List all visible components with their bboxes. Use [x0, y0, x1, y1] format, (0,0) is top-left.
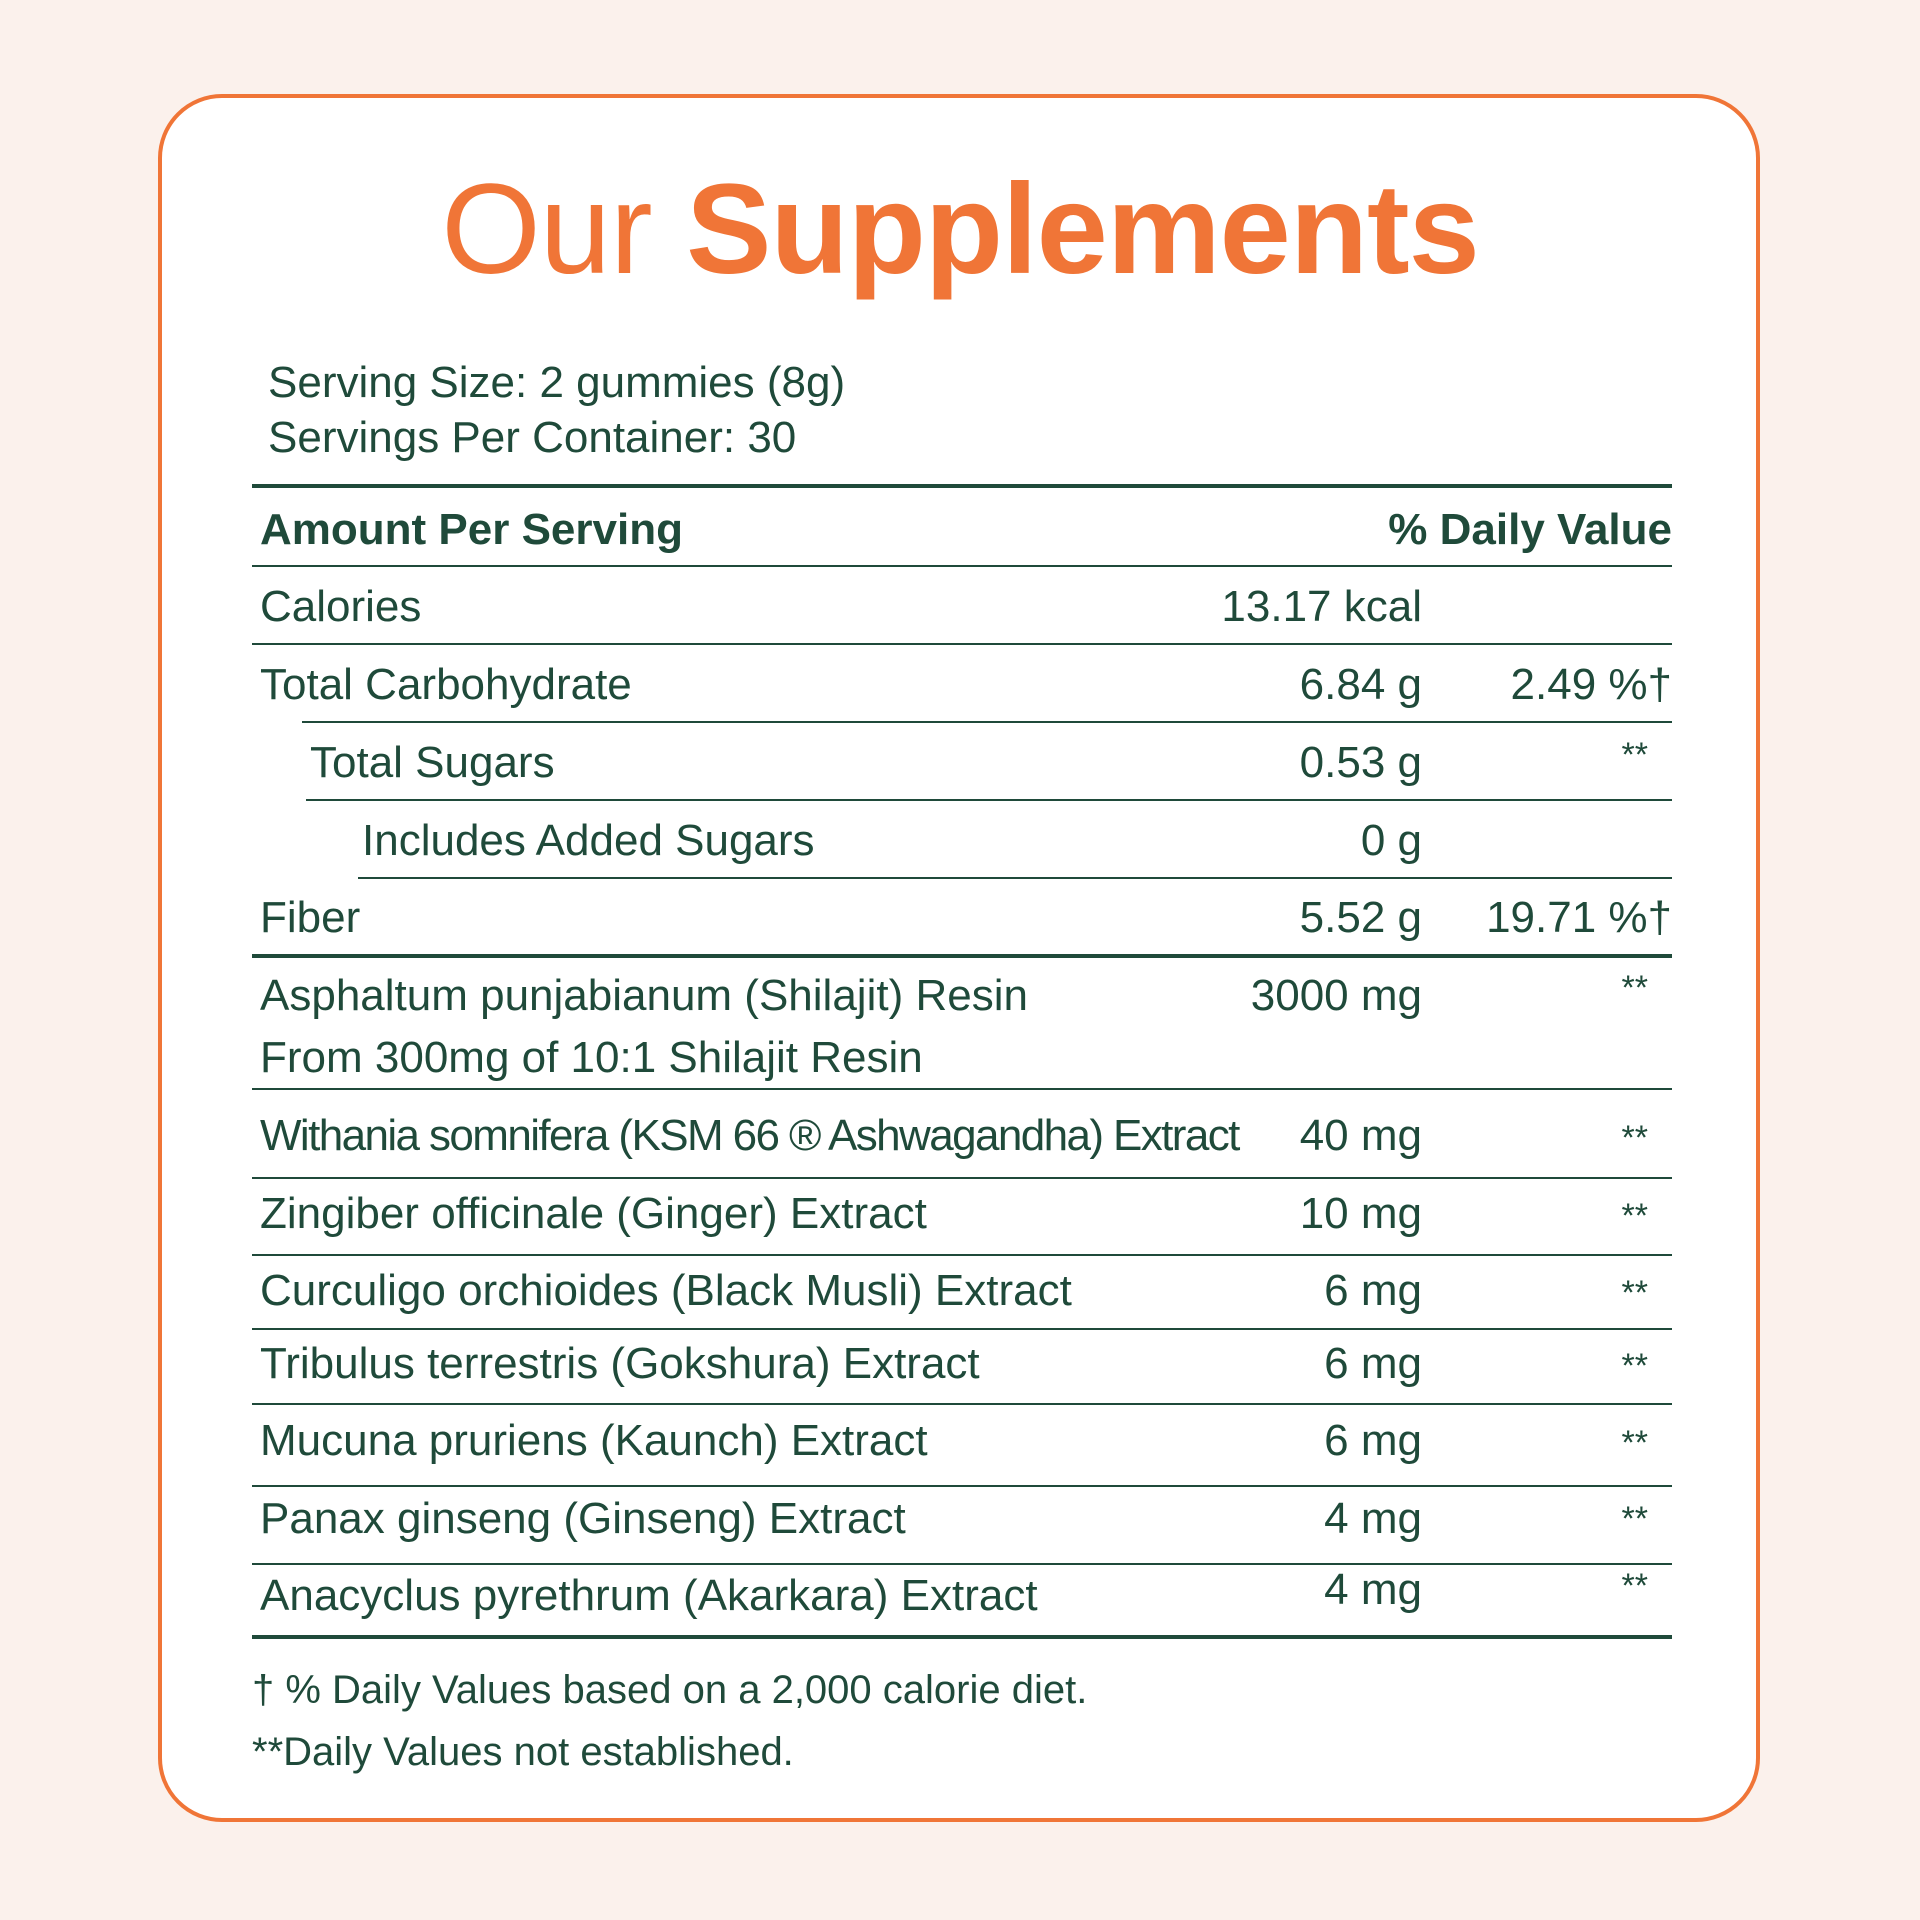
nutrient-name: Includes Added Sugars: [362, 816, 815, 865]
nutrient-name: Anacyclus pyrethrum (Akarkara) Extract: [260, 1571, 1038, 1620]
divider: [252, 1403, 1672, 1405]
divider: [358, 877, 1672, 879]
daily-value: **: [1621, 1567, 1648, 1605]
divider: [252, 1088, 1672, 1090]
nutrient-name: Zingiber officinale (Ginger) Extract: [260, 1189, 927, 1238]
daily-value-header: % Daily Value: [1388, 505, 1672, 554]
nutrient-name: Asphaltum punjabianum (Shilajit) Resin: [260, 971, 1028, 1020]
daily-value: **: [1621, 1274, 1648, 1312]
nutrient-amount: 40 mg: [1299, 1111, 1422, 1160]
nutrient-amount: 5.52 g: [1299, 893, 1422, 942]
daily-value: **: [1621, 736, 1648, 774]
nutrient-amount: 4 mg: [1324, 1494, 1422, 1543]
nutrient-amount: 6 mg: [1324, 1416, 1422, 1465]
daily-value: 19.71 %†: [1486, 893, 1672, 942]
daily-value: **: [1621, 1500, 1648, 1538]
divider: [252, 1485, 1672, 1487]
nutrient-amount: 10 mg: [1299, 1189, 1422, 1238]
nutrient-subtext: From 300mg of 10:1 Shilajit Resin: [260, 1033, 923, 1082]
title-light-word: Our: [441, 158, 652, 301]
daily-value: **: [1621, 1347, 1648, 1385]
divider: [252, 643, 1672, 645]
divider: [306, 799, 1672, 801]
nutrient-amount: 6 mg: [1324, 1339, 1422, 1388]
table-top-rule: [252, 484, 1672, 488]
nutrient-amount: 3000 mg: [1250, 971, 1422, 1020]
serving-size: Serving Size: 2 gummies (8g): [268, 358, 846, 407]
daily-value: **: [1621, 1119, 1648, 1157]
nutrient-amount: 0 g: [1360, 816, 1422, 865]
divider: [302, 721, 1672, 723]
nutrient-name: Total Sugars: [310, 738, 555, 787]
nutrient-name: Fiber: [260, 893, 361, 942]
nutrient-name: Panax ginseng (Ginseng) Extract: [260, 1494, 906, 1543]
footnote-stars: **Daily Values not established.: [252, 1730, 794, 1774]
footnote-dagger: † % Daily Values based on a 2,000 calorie diet.: [252, 1668, 1088, 1712]
divider: [252, 565, 1672, 567]
divider: [252, 1563, 1672, 1565]
nutrient-name: Mucuna pruriens (Kaunch) Extract: [260, 1416, 928, 1465]
divider: [252, 1177, 1672, 1179]
nutrient-name: Tribulus terrestris (Gokshura) Extract: [260, 1339, 980, 1388]
nutrient-name: Total Carbohydrate: [260, 660, 632, 709]
daily-value: 2.49 %†: [1510, 660, 1672, 709]
nutrient-amount: 4 mg: [1324, 1565, 1422, 1614]
nutrient-name: Curculigo orchioides (Black Musli) Extract: [260, 1266, 1072, 1315]
divider: [252, 1254, 1672, 1256]
nutrient-amount: 0.53 g: [1299, 738, 1422, 787]
title-bold-word: Supplements: [686, 158, 1479, 301]
nutrient-name: Calories: [260, 582, 422, 631]
nutrient-name: Withania somnifera (KSM 66 ® Ashwagandha) Extract: [260, 1111, 1239, 1160]
nutrient-amount: 6.84 g: [1299, 660, 1422, 709]
section-rule: [252, 954, 1672, 958]
daily-value: **: [1621, 969, 1648, 1007]
amount-per-serving-header: Amount Per Serving: [260, 505, 683, 554]
daily-value: **: [1621, 1197, 1648, 1235]
nutrient-amount: 6 mg: [1324, 1266, 1422, 1315]
nutrient-amount: 13.17 kcal: [1221, 582, 1422, 631]
daily-value: **: [1621, 1424, 1648, 1462]
servings-per-container: Servings Per Container: 30: [268, 413, 797, 462]
page-title: [0, 155, 1920, 305]
divider: [252, 1328, 1672, 1330]
table-bottom-rule: [252, 1635, 1672, 1639]
